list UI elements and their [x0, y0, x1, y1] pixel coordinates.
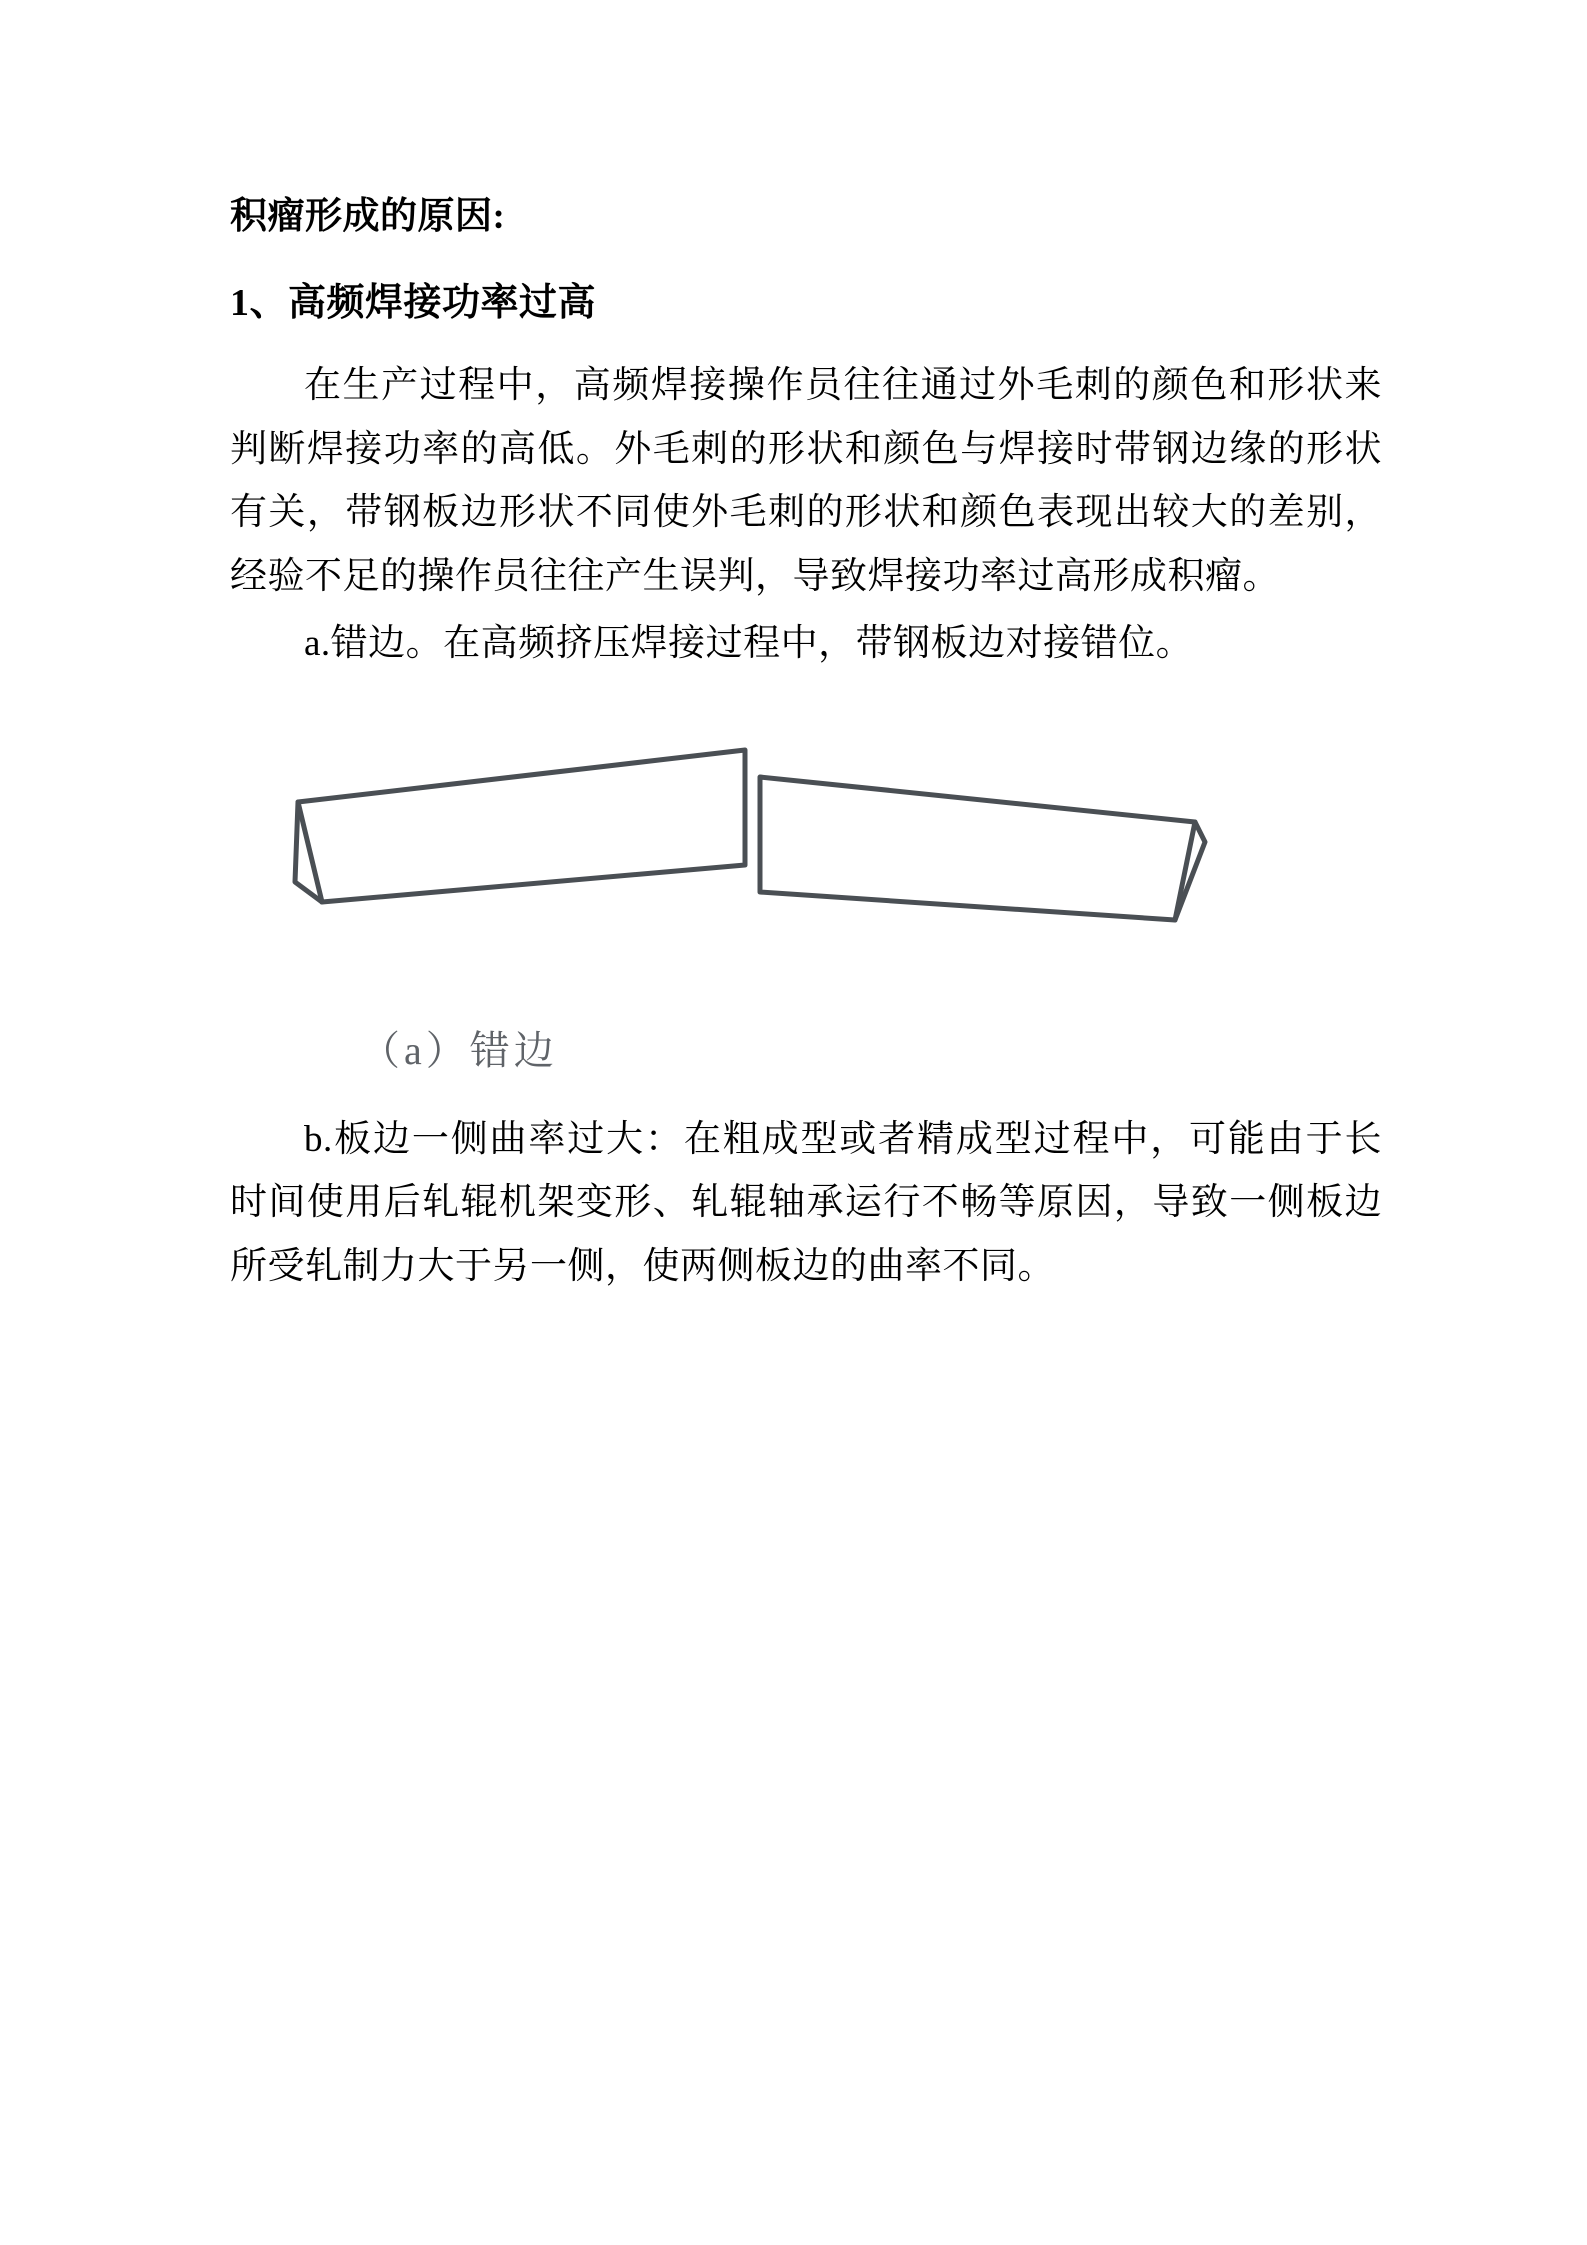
right-strip-shape	[760, 777, 1195, 920]
figure-drawing	[290, 702, 1250, 1013]
paragraph-item-b: b.板边一侧曲率过大：在粗成型或者精成型过程中，可能由于长时间使用后轧辊机架变形、轧辊轴承运行不畅等原因，导致一侧板边所受轧制力大于另一侧，使两侧板边的曲率不同。	[230, 1118, 1382, 1287]
section-heading-1: 1、高频焊接功率过高	[230, 281, 597, 324]
figure-caption: （a）错边	[360, 1027, 558, 1073]
paragraph-body-1: 在生产过程中，高频焊接操作员往往通过外毛刺的颜色和形状来判断焊接功率的高低。外毛刺的形状和颜色与焊接时带钢边缘的形状有关，带钢板边形状不同使外毛刺的形状和颜色表现出较大的差别，经验不足的操作员往往产生误判，导致焊接功率过高形成积瘤。	[230, 364, 1382, 597]
document-body	[230, 185, 1382, 1298]
strip-edges-svg	[290, 702, 1250, 992]
left-strip-shape	[298, 750, 745, 902]
paragraph-lead: 积瘤形成的原因:	[230, 196, 506, 237]
paragraph-item-a: a.错边。在高频挤压焊接过程中，带钢板边对接错位。	[304, 623, 1194, 665]
figure-misaligned-edges	[230, 702, 1382, 1085]
